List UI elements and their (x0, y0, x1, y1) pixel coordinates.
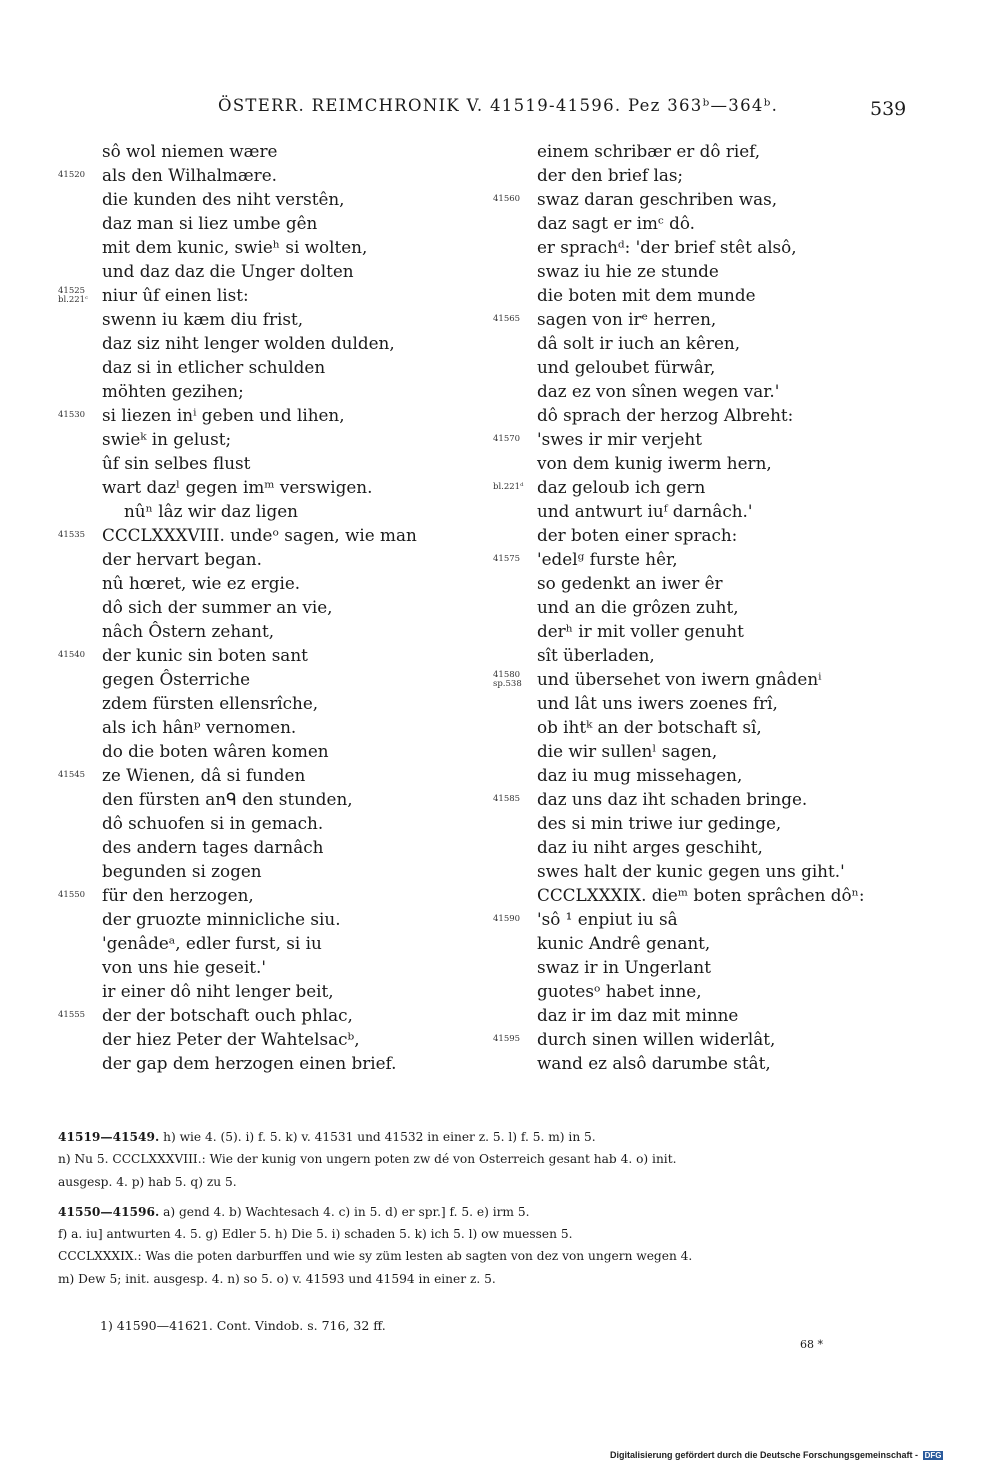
verse-text: zdem fürsten ellensrîche, (102, 693, 319, 713)
verse-text: 'genâdeᵃ, edler furst, si iu (102, 933, 322, 953)
line-number: 41575 (493, 554, 521, 564)
verse-text: daz iu mug missehagen, (537, 765, 743, 785)
verse-line (493, 259, 903, 283)
verse-text: und an die grôzen zuht, (537, 597, 739, 617)
verse-text: sô wol niemen wære (102, 141, 278, 161)
verse-text: swaz ir in Ungerlant (537, 957, 711, 977)
line-number: 41525 bl.221ᶜ (58, 286, 89, 305)
verse-text: von dem kunig iwerm hern, (537, 453, 772, 473)
line-number: 41560 (493, 194, 521, 204)
verse-line (58, 163, 468, 187)
verse-text: und daz daz die Unger dolten (102, 261, 354, 281)
verse-line (493, 211, 903, 235)
verse-line (58, 211, 468, 235)
verse-text: des si min triwe iur gedinge, (537, 813, 782, 833)
line-number: bl.221ᵈ (493, 482, 524, 492)
verse-text: dô schuofen si in gemach. (102, 813, 324, 833)
verse-line (493, 499, 903, 523)
verse-line (58, 331, 468, 355)
verse-text: dô sprach der herzog Albreht: (537, 405, 794, 425)
verse-text: die boten mit dem munde (537, 285, 756, 305)
verse-line (493, 379, 903, 403)
verse-line (493, 1003, 903, 1027)
verse-text: der boten einer sprach: (537, 525, 738, 545)
line-number: 41595 (493, 1034, 521, 1044)
verse-text: der kunic sin boten sant (102, 645, 308, 665)
verse-text: do die boten wâren komen (102, 741, 329, 761)
verse-text: daz siz niht lenger wolden dulden, (102, 333, 395, 353)
verse-line (493, 163, 903, 187)
verse-text: wart dazˡ gegen imᵐ verswigen. (102, 477, 373, 497)
verse-text: swenn iu kæm diu frist, (102, 309, 304, 329)
verse-text: daz si in etlicher schulden (102, 357, 326, 377)
verse-line (58, 283, 468, 307)
verse-line (493, 331, 903, 355)
verse-line (58, 379, 468, 403)
verse-text: so gedenkt an iwer êr (537, 573, 723, 593)
verse-line (493, 619, 903, 643)
verse-line (58, 763, 468, 787)
verse-text: er sprachᵈ: 'der brief stêt alsô, (537, 237, 797, 257)
verse-line (493, 547, 903, 571)
verse-line (493, 931, 903, 955)
verse-line (58, 691, 468, 715)
verse-text: einem schribær er dô rief, (537, 141, 761, 161)
line-number: 41585 (493, 794, 521, 804)
verse-line (58, 739, 468, 763)
funding-text: Digitalisierung gefördert durch die Deutsche Forschungsgemeinschaft - (610, 1450, 919, 1460)
verse-line (58, 1003, 468, 1027)
verse-text: CCCLXXXVIII. undeᵒ sagen, wie man (102, 525, 417, 545)
verse-text: swaz daran geschriben was, (537, 189, 778, 209)
verse-line (58, 931, 468, 955)
verse-text: daz ir im daz mit minne (537, 1005, 739, 1025)
verse-text: der gruozte minnicliche siu. (102, 909, 341, 929)
verse-text: sagen von irᵉ herren, (537, 309, 717, 329)
verse-text: der den brief las; (537, 165, 684, 185)
dfg-logo: DFG (924, 1451, 942, 1460)
apparatus-line: 41519—41549. h) wie 4. (5). i) f. 5. k) v. 41531 und 41532 in einer z. 5. l) f. 5. m) in 5. (58, 1130, 596, 1144)
verse-text: daz man si liez umbe gên (102, 213, 318, 233)
verse-text: begunden si zogen (102, 861, 262, 881)
running-head: ÖSTERR. REIMCHRONIK V. 41519-41596. Pez 363ᵇ—364ᵇ. (218, 96, 779, 115)
verse-text: mit dem kunic, swieʰ si wolten, (102, 237, 368, 257)
verse-line (493, 187, 903, 211)
verse-line (58, 859, 468, 883)
line-number: 41580 sp.538 (493, 670, 522, 689)
verse-line (493, 667, 903, 691)
verse-line (493, 955, 903, 979)
verse-line (58, 475, 468, 499)
verse-line (58, 979, 468, 1003)
verse-text: ze Wienen, dâ si funden (102, 765, 306, 785)
verse-line (493, 739, 903, 763)
verse-line (58, 787, 468, 811)
verse-line (493, 475, 903, 499)
verse-line (493, 355, 903, 379)
verse-line (493, 907, 903, 931)
verse-text: als ich hânᵖ vernomen. (102, 717, 297, 737)
verse-line (493, 403, 903, 427)
funding-banner (610, 1450, 943, 1460)
verse-line (493, 811, 903, 835)
verse-line (58, 187, 468, 211)
verse-line (493, 883, 903, 907)
verse-line (493, 283, 903, 307)
verse-line (58, 451, 468, 475)
verse-text: si liezen inⁱ geben und lihen, (102, 405, 345, 425)
verse-line (493, 139, 903, 163)
verse-line (493, 1051, 903, 1075)
verse-text: daz uns daz iht schaden bringe. (537, 789, 808, 809)
apparatus-line: f) a. iu] antwurten 4. 5. g) Edler 5. h) Die 5. i) schaden 5. k) ich 5. l) ow muessen 5. (58, 1227, 573, 1242)
verse-line (493, 1027, 903, 1051)
verse-text: von uns hie geseit.' (102, 957, 267, 977)
line-number: 41590 (493, 914, 521, 924)
line-number: 41545 (58, 770, 86, 780)
verse-line (493, 427, 903, 451)
verse-line (58, 523, 468, 547)
verse-text: ir einer dô niht lenger beit, (102, 981, 334, 1001)
right-verse-column (493, 139, 903, 1075)
verse-line (493, 691, 903, 715)
line-number: 41565 (493, 314, 521, 324)
verse-text: nûⁿ lâz wir daz ligen (124, 501, 298, 521)
verse-text: daz iu niht arges geschiht, (537, 837, 763, 857)
verse-text: die wir sullenˡ sagen, (537, 741, 718, 761)
verse-text: swieᵏ in gelust; (102, 429, 232, 449)
verse-text: CCCLXXXIX. dieᵐ boten sprâchen dôⁿ: (537, 885, 865, 905)
left-verse-column (58, 139, 468, 1075)
line-number: 41520 (58, 170, 86, 180)
verse-line (58, 835, 468, 859)
verse-text: durch sinen willen widerlât, (537, 1029, 776, 1049)
verse-line (493, 859, 903, 883)
verse-line (58, 307, 468, 331)
verse-text: 'edelᵍ furste hêr, (537, 549, 678, 569)
verse-text: derʰ ir mit voller genuht (537, 621, 744, 641)
verse-text: gegen Ôsterriche (102, 669, 251, 689)
verse-text: und übersehet von iwern gnâdenⁱ (537, 669, 822, 689)
apparatus-line: n) Nu 5. CCCLXXXVIII.: Wie der kunig von ungern poten zw dé von Osterreich gesant hab 4. o) init. (58, 1152, 677, 1167)
verse-text: und lât uns iwers zoenes frî, (537, 693, 778, 713)
verse-text: und antwurt iuᶠ darnâch.' (537, 501, 753, 521)
verse-line (58, 355, 468, 379)
verse-line (58, 547, 468, 571)
verse-line (58, 643, 468, 667)
verse-text: für den herzogen, (102, 885, 254, 905)
apparatus-range: 41550—41596. (58, 1204, 160, 1219)
verse-line (58, 1051, 468, 1075)
verse-line (493, 595, 903, 619)
verse-text: ob ihtᵏ an der botschaft sî, (537, 717, 762, 737)
verse-line (58, 403, 468, 427)
verse-line (58, 571, 468, 595)
verse-line (58, 955, 468, 979)
verse-line (493, 571, 903, 595)
verse-line (58, 499, 468, 523)
verse-line (58, 235, 468, 259)
line-number: 41555 (58, 1010, 86, 1020)
verse-line (493, 235, 903, 259)
verse-text: des andern tages darnâch (102, 837, 324, 857)
source-footnote: 1) 41590—41621. Cont. Vindob. s. 716, 32 ff. (100, 1318, 386, 1333)
verse-text: ûf sin selbes flust (102, 453, 251, 473)
verse-line (493, 835, 903, 859)
verse-text: sît überladen, (537, 645, 655, 665)
verse-text: niur ûf einen list: (102, 285, 249, 305)
verse-text: der hiez Peter der Wahtelsacᵇ, (102, 1029, 360, 1049)
apparatus-line: ausgesp. 4. p) hab 5. q) zu 5. (58, 1174, 237, 1189)
verse-text: daz sagt er imᶜ dô. (537, 213, 695, 233)
verse-line (58, 1027, 468, 1051)
verse-line (493, 979, 903, 1003)
verse-line (493, 643, 903, 667)
line-number: 41530 (58, 410, 86, 420)
verse-text: daz geloub ich gern (537, 477, 706, 497)
verse-line (58, 259, 468, 283)
apparatus-line: CCCLXXXIX.: Was die poten darburffen und wie sy züm lesten ab sagten von dez von ungern wegen 4. (58, 1249, 693, 1264)
verse-text: dâ solt ir iuch an kêren, (537, 333, 741, 353)
verse-text: der gap dem herzogen einen brief. (102, 1053, 397, 1073)
verse-text: nû hœret, wie ez ergie. (102, 573, 301, 593)
page-number: 539 (870, 98, 907, 120)
verse-line (58, 883, 468, 907)
verse-text: die kunden des niht verstên, (102, 189, 345, 209)
line-number: 41550 (58, 890, 86, 900)
verse-line (493, 763, 903, 787)
verse-line (493, 307, 903, 331)
verse-line (58, 427, 468, 451)
verse-text: guotesᵒ habet inne, (537, 981, 702, 1001)
verse-text: der der botschaft ouch phlac, (102, 1005, 353, 1025)
verse-line (58, 595, 468, 619)
apparatus-line: m) Dew 5; init. ausgesp. 4. n) so 5. o) v. 41593 und 41594 in einer z. 5. (58, 1271, 496, 1286)
verse-text: wand ez alsô darumbe stât, (537, 1053, 771, 1073)
signature-mark: 68 * (800, 1338, 823, 1351)
apparatus-range: 41519—41549. (58, 1130, 160, 1144)
line-number: 41570 (493, 434, 521, 444)
line-number: 41540 (58, 650, 86, 660)
verse-text: swes halt der kunic gegen uns giht.' (537, 861, 845, 881)
verse-text: nâch Ôstern zehant, (102, 621, 275, 641)
verse-line (58, 139, 468, 163)
verse-line (58, 619, 468, 643)
verse-line (493, 523, 903, 547)
verse-text: 'swes ir mir verjeht (537, 429, 702, 449)
line-number: 41535 (58, 530, 86, 540)
verse-line (493, 451, 903, 475)
verse-text: und geloubet fürwâr, (537, 357, 716, 377)
verse-text: dô sich der summer an vie, (102, 597, 333, 617)
verse-text: daz ez von sînen wegen var.' (537, 381, 780, 401)
verse-line (58, 715, 468, 739)
verse-line (493, 715, 903, 739)
verse-line (58, 907, 468, 931)
verse-line (493, 787, 903, 811)
verse-text: den fürsten anᑫ den stunden, (102, 789, 353, 809)
verse-line (58, 811, 468, 835)
verse-line (58, 667, 468, 691)
verse-text: kunic Andrê genant, (537, 933, 711, 953)
verse-text: swaz iu hie ze stunde (537, 261, 719, 281)
verse-text: 'sô ¹ enpiut iu sâ (537, 909, 678, 929)
apparatus-line: 41550—41596. a) gend 4. b) Wachtesach 4. c) in 5. d) er spr.] f. 5. e) irm 5. (58, 1204, 530, 1219)
verse-text: möhten gezihen; (102, 381, 244, 401)
critical-apparatus (58, 1126, 903, 1290)
verse-text: als den Wilhalmære. (102, 165, 277, 185)
verse-text: der hervart began. (102, 549, 262, 569)
